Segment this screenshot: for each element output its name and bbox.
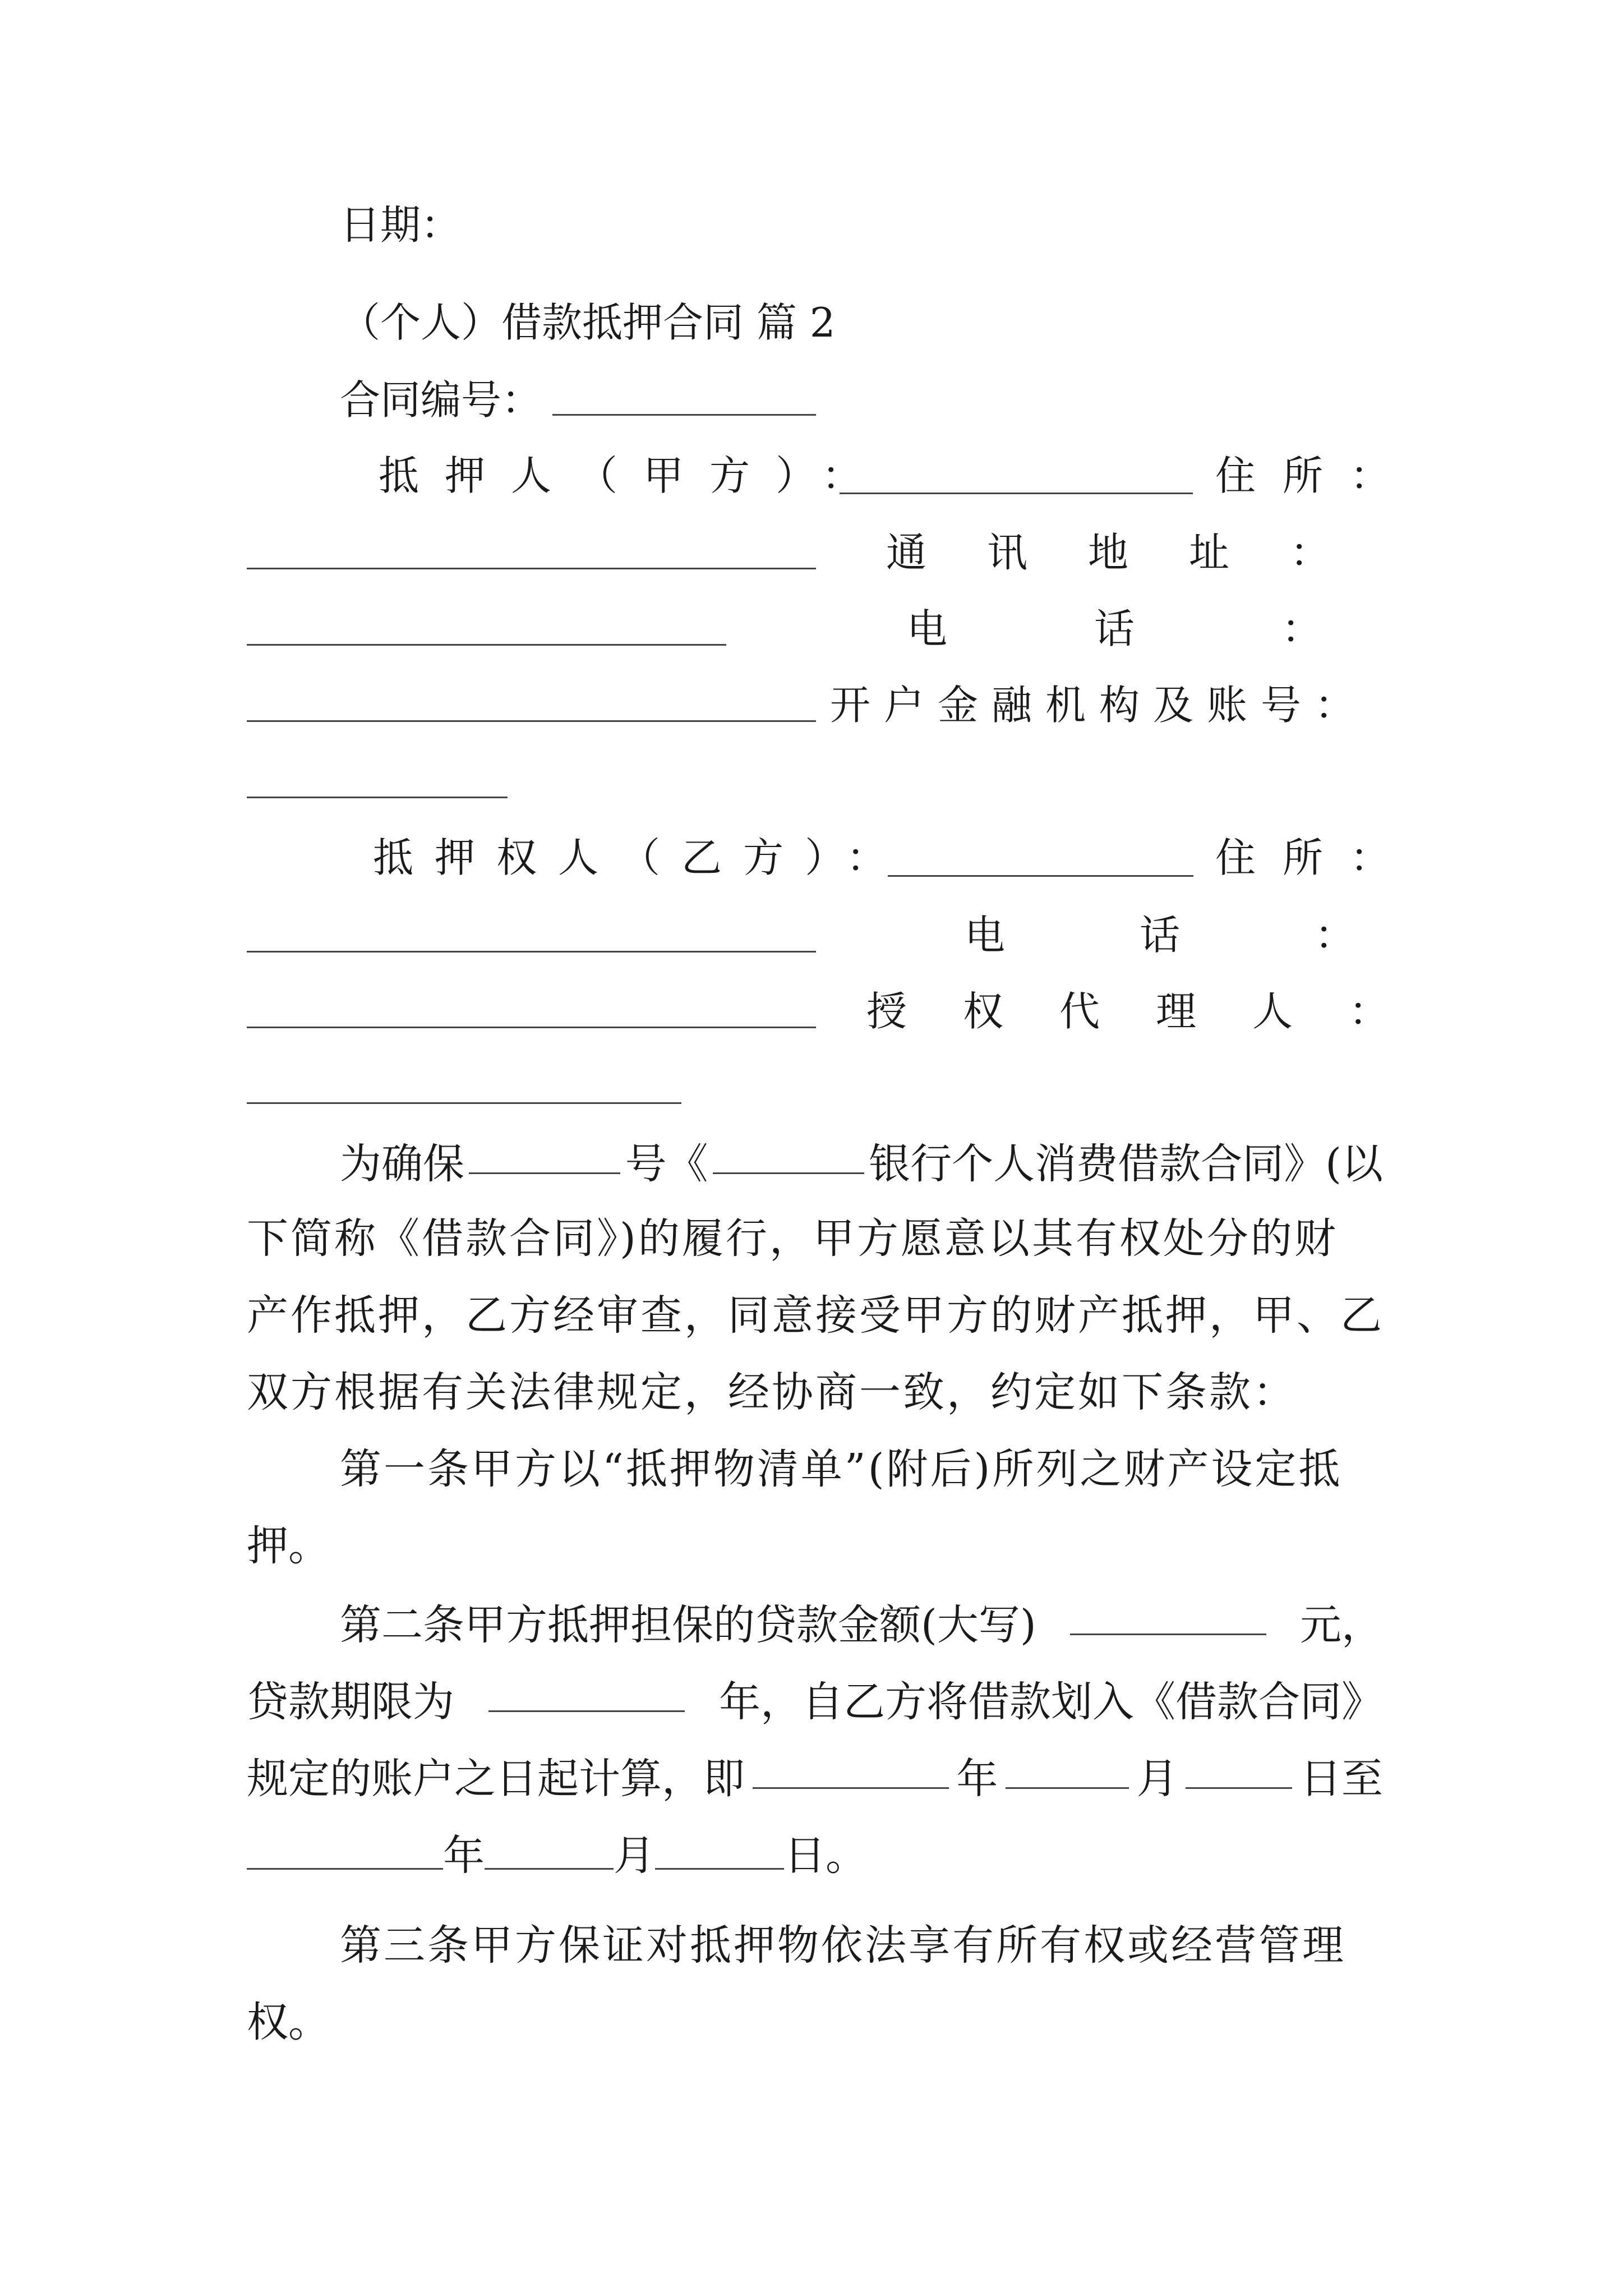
preamble-text-3: 银行个人消费借款合同》(以 [869,1140,1383,1188]
article-3-line-2: 权。 [247,1998,330,2046]
party-a-residence-label: 住所： [1215,452,1418,499]
party-b-residence-blank [247,951,816,953]
preamble-line-3: 产作抵押，乙方经审查，同意接受甲方的财产抵押，甲、乙 [247,1291,1384,1340]
preamble-line-4: 双方根据有关法律规定，经协商一致，约定如下条款： [247,1368,1297,1416]
party-b-phone-blank [247,1027,816,1028]
end-month-blank [485,1834,614,1870]
article-2-line-4 [247,1830,867,1881]
contract-no-label: 合同编号： [340,376,542,424]
party-a-address-label: 通讯地址： [886,529,1391,576]
party-b-phone-label: 电话： [965,912,1490,959]
party-b-agent-label: 授权代理人： [866,988,1446,1035]
party-b-label: 抵押权人（乙方）： [373,834,909,881]
preamble-text-1: 为确保 [340,1140,464,1188]
article-2-line-1 [340,1600,1383,1650]
article-2-text-c4: 日至 [1299,1755,1383,1803]
party-a-phone-blank [247,720,816,722]
end-day-blank [655,1834,784,1870]
article-2-text-c3: 月 [1136,1755,1178,1803]
contract-no-blank [552,414,816,416]
bank-name-blank [713,1139,864,1174]
start-day-blank [1186,1754,1292,1789]
party-a-residence-blank [247,568,816,569]
party-b-name-blank [888,875,1193,877]
party-a-name-blank [840,493,1193,494]
date-label: 日期： [340,201,462,249]
loan-contract-no-blank [469,1139,620,1174]
start-year-blank [753,1754,949,1789]
end-year-blank [247,1834,443,1870]
article-2-line-2 [247,1677,1383,1727]
party-a-phone-label: 电话： [907,605,1469,652]
loan-term-blank [488,1677,685,1712]
article-1-line-2: 押。 [247,1522,330,1570]
article-2-text-d3: 日。 [784,1832,867,1880]
preamble-text-2: 号《 [625,1140,708,1188]
party-a-label: 抵押人（甲方）： [379,452,888,499]
article-3-line-1: 第三条甲方保证对抵押物依法享有所有权或经营管理 [340,1921,1346,1970]
article-1-line-1: 第一条甲方以“抵押物清单”(附后)所列之财产设定抵 [340,1445,1343,1493]
party-b-agent-blank [247,1102,681,1104]
article-2-text-c1: 规定的账户之日起计算，即 [247,1755,745,1803]
party-a-address-blank [247,644,726,646]
start-month-blank [1006,1754,1129,1789]
article-2-text-d1: 年 [443,1832,485,1880]
preamble-line-1 [340,1139,1383,1189]
article-2-text-c2: 年 [956,1755,998,1803]
article-2-text-d2: 月 [614,1832,655,1880]
preamble-line-2: 下简称《借款合同》)的履行，甲方愿意以其有权处分的财 [247,1214,1338,1263]
article-2-text-a2: 元， [1300,1601,1383,1649]
article-2-text-a1: 第二条甲方抵押担保的贷款金额(大写) [340,1601,1036,1649]
party-a-bank-blank [247,797,508,798]
article-2-text-b2: 年，自乙方将借款划入《借款合同》 [719,1678,1383,1726]
section-title: （个人）借款抵押合同 篇 2 [340,299,836,346]
party-a-bank-label: 开户金融机构及账号： [830,682,1369,729]
article-2-line-3 [247,1754,1383,1804]
loan-amount-blank [1070,1600,1266,1635]
party-b-residence-label: 住所： [1215,834,1418,881]
article-2-text-b1: 贷款期限为 [247,1678,454,1726]
